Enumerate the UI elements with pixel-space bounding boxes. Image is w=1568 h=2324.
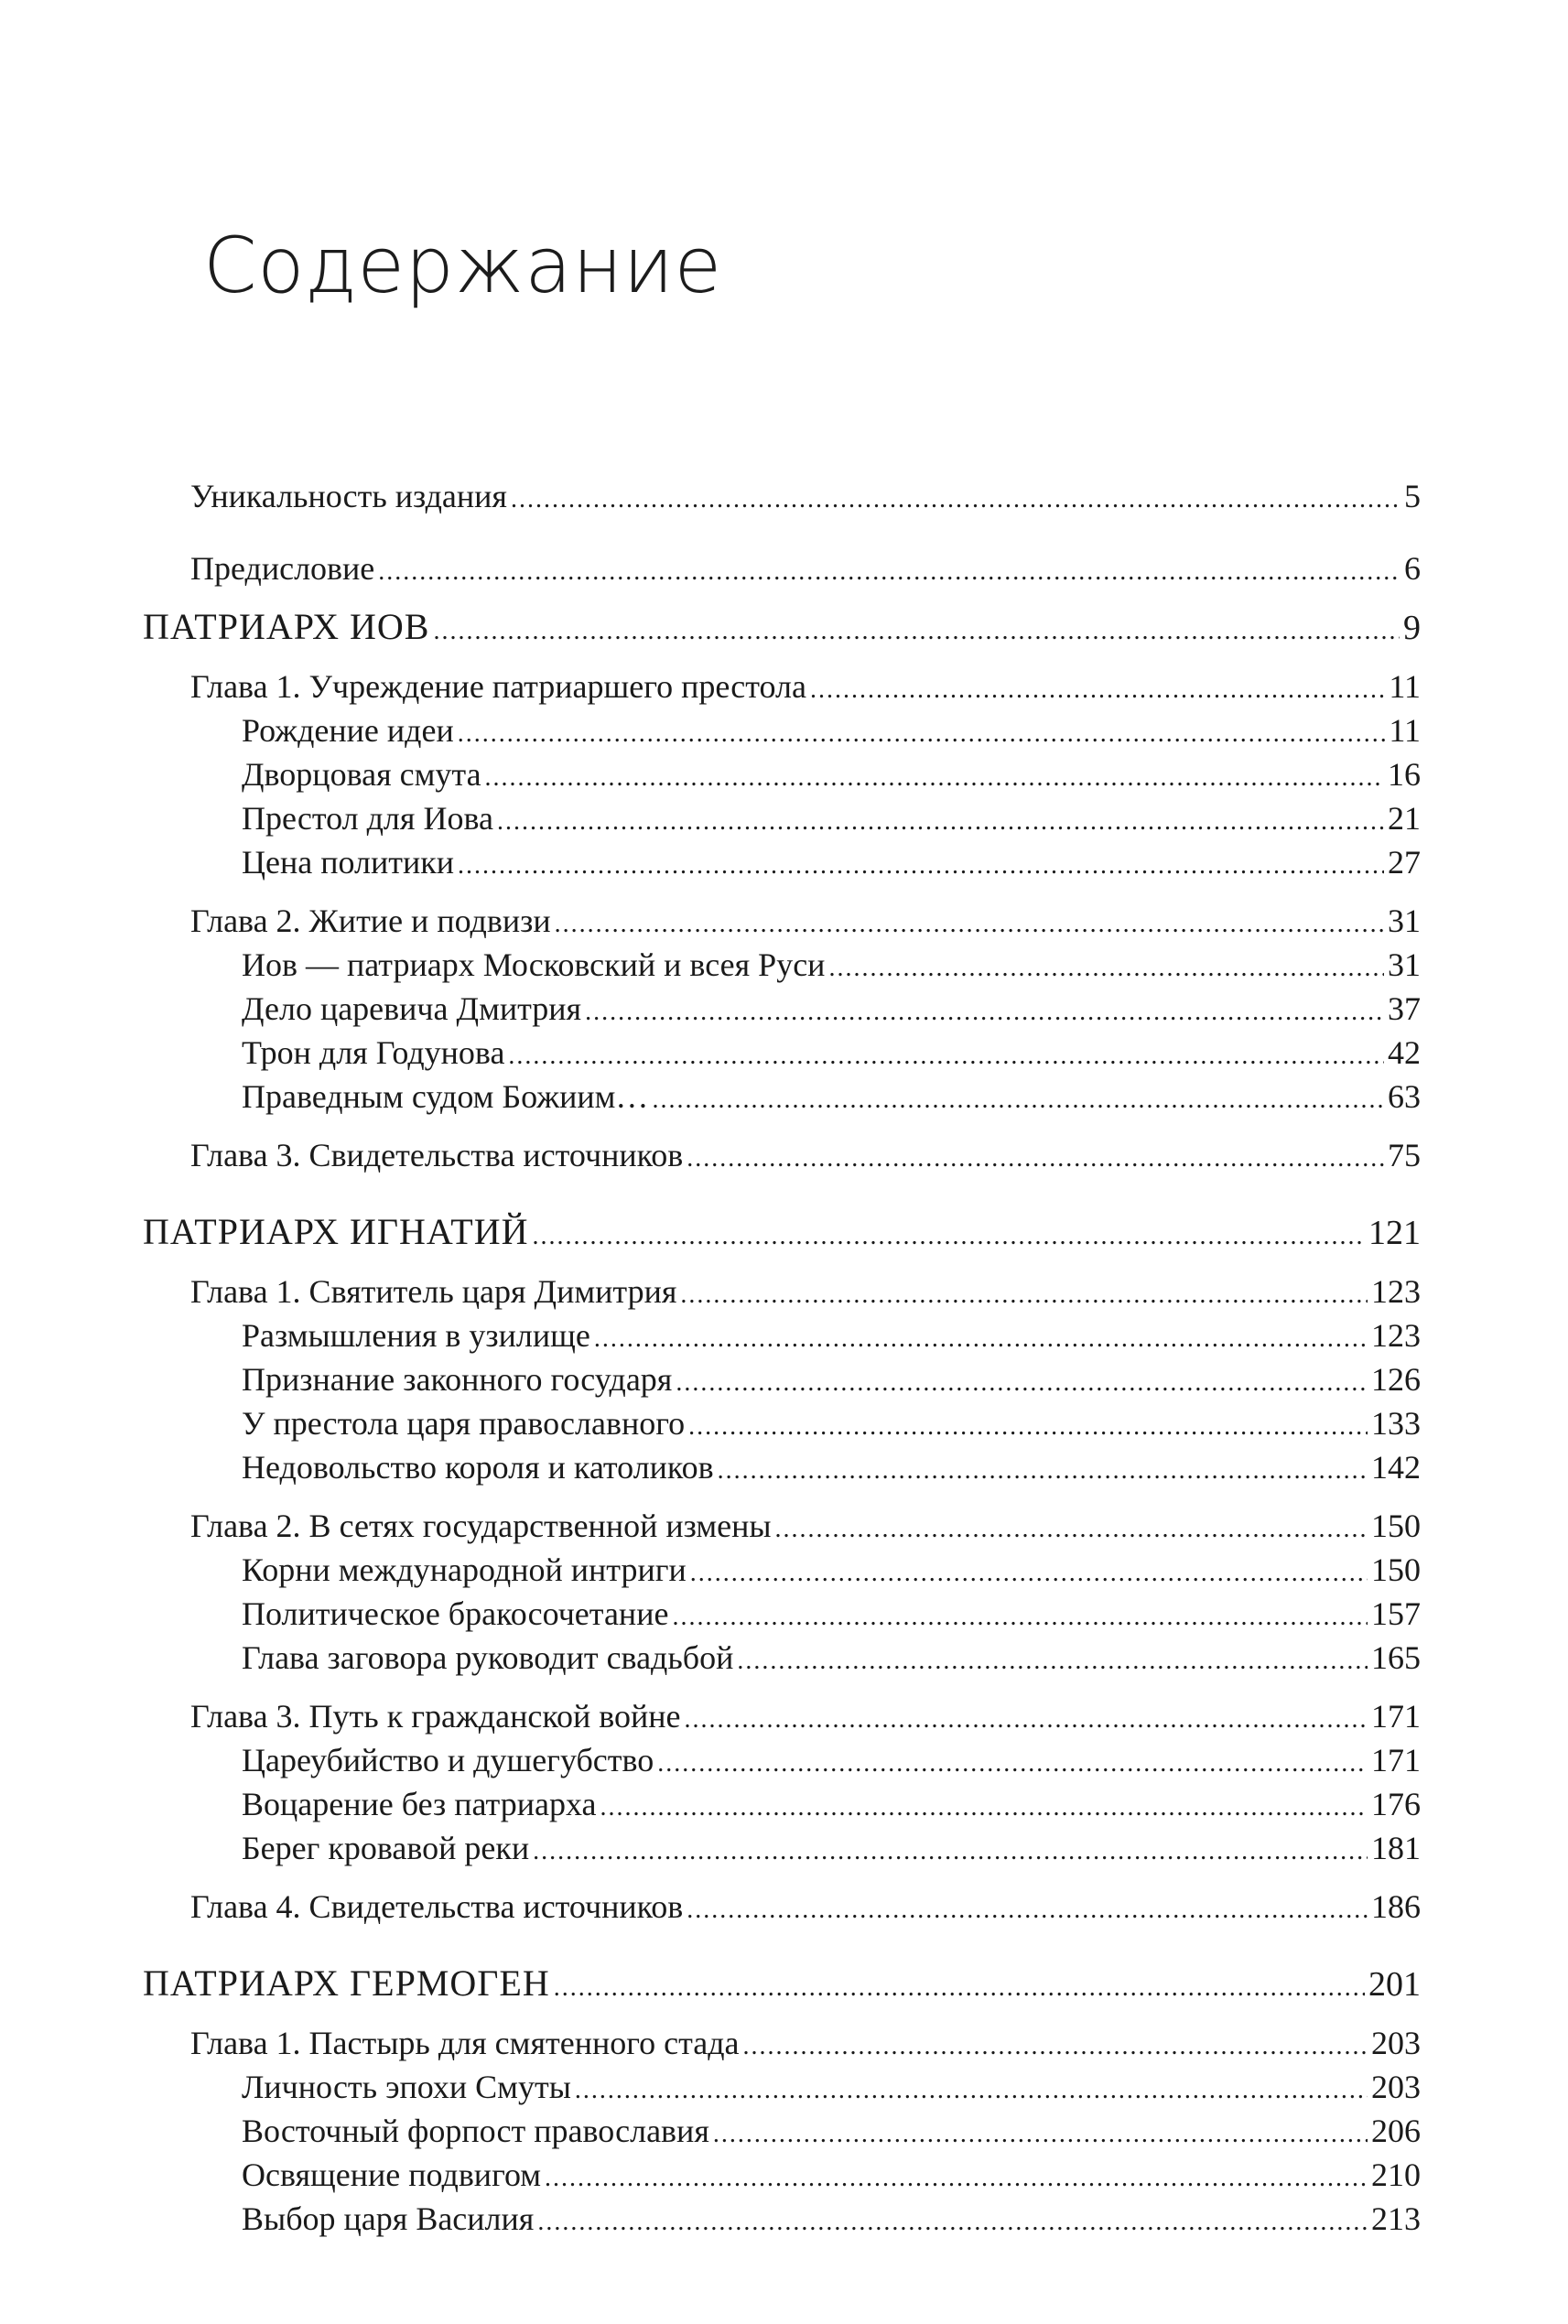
- dot-leader: [688, 1407, 1368, 1447]
- toc-entry-section[interactable]: [143, 798, 1421, 842]
- page-title: Содержание: [203, 221, 722, 310]
- toc-entry-section[interactable]: [143, 1032, 1421, 1076]
- toc-entry-label: Рождение идеи: [242, 712, 454, 749]
- dot-leader: [687, 1890, 1368, 1930]
- toc-entry-label: ПАТРИАРХ ГЕРМОГЕН: [143, 1962, 550, 2004]
- toc-entry-section[interactable]: [143, 1784, 1421, 1828]
- toc-entry-label: Политическое бракосочетание: [242, 1595, 669, 1632]
- toc-entry-label: Освящение подвигом: [242, 2156, 542, 2193]
- toc-entry-label: Глава 2. Житие и подвизи: [190, 903, 551, 939]
- toc-entry-label: Цена политики: [242, 844, 454, 881]
- toc-entry-page: 171: [1371, 1698, 1421, 1735]
- toc-entry-label: Трон для Годунова: [242, 1034, 505, 1071]
- toc-entry-chapter[interactable]: [143, 666, 1421, 710]
- toc-entry-part[interactable]: [143, 1962, 1421, 2010]
- toc-entry-label: Глава 1. Пастырь для смятенного стада: [190, 2025, 740, 2061]
- toc-entry-section[interactable]: [143, 1359, 1421, 1403]
- toc-entry-page: 181: [1371, 1830, 1421, 1866]
- dot-leader: [652, 1080, 1384, 1120]
- toc-entry-page: 63: [1388, 1078, 1421, 1115]
- toc-entry-label: Глава 2. В сетях государственной измены: [190, 1508, 772, 1544]
- dot-leader: [676, 1363, 1368, 1403]
- dot-leader: [533, 1832, 1368, 1872]
- toc-entry-section[interactable]: [143, 1740, 1421, 1784]
- dot-leader: [585, 992, 1384, 1032]
- toc-entry-section[interactable]: [143, 1403, 1421, 1447]
- toc-entry-page: 186: [1371, 1888, 1421, 1925]
- toc-entry-label: Иов — патриарх Московский и всея Руси: [242, 946, 826, 983]
- toc-entry-section[interactable]: [143, 2067, 1421, 2111]
- dot-leader: [680, 1275, 1368, 1315]
- dot-leader: [458, 714, 1386, 754]
- toc-entry-front-matter[interactable]: [143, 548, 1421, 592]
- toc-entry-label: Глава 1. Святитель царя Димитрия: [190, 1273, 677, 1310]
- toc-entry-label: Недовольство короля и католиков: [242, 1449, 714, 1486]
- dot-leader: [378, 552, 1400, 592]
- toc-entry-label: Восточный форпост православия: [242, 2113, 709, 2149]
- toc-entry-label: Дворцовая смута: [242, 756, 481, 793]
- toc-entry-page: 16: [1388, 756, 1421, 793]
- toc-entry-chapter[interactable]: [143, 901, 1421, 945]
- dot-leader: [508, 1036, 1384, 1076]
- toc-entry-page: 213: [1371, 2200, 1421, 2237]
- toc-entry-section[interactable]: [143, 945, 1421, 989]
- toc-entry-front-matter[interactable]: [143, 476, 1421, 520]
- toc-entry-label: У престола царя православного: [242, 1405, 686, 1442]
- toc-entry-label: ПАТРИАРХ ИОВ: [143, 606, 430, 647]
- toc-entry-chapter[interactable]: [143, 1886, 1421, 1930]
- toc-entry-page: 150: [1371, 1508, 1421, 1544]
- toc-entry-page: 42: [1388, 1034, 1421, 1071]
- dot-leader: [555, 904, 1384, 945]
- dot-leader: [743, 2027, 1368, 2067]
- toc-entry-section[interactable]: [143, 2199, 1421, 2243]
- dot-leader: [511, 480, 1400, 520]
- dot-leader: [537, 2202, 1368, 2243]
- toc-entry-label: Глава 3. Свидетельства источников: [190, 1137, 684, 1173]
- toc-entry-page: 75: [1388, 1137, 1421, 1173]
- toc-entry-section[interactable]: [143, 2111, 1421, 2155]
- dot-leader: [718, 1451, 1368, 1491]
- toc-entry-page: 150: [1371, 1551, 1421, 1588]
- toc-entry-chapter[interactable]: [143, 1135, 1421, 1179]
- toc-entry-page: 9: [1403, 609, 1421, 647]
- toc-entry-section[interactable]: [143, 1447, 1421, 1491]
- dot-leader: [828, 948, 1384, 989]
- toc-entry-page: 11: [1389, 668, 1421, 705]
- toc-entry-page: 176: [1371, 1786, 1421, 1822]
- toc-entry-chapter[interactable]: [143, 1271, 1421, 1315]
- toc-entry-page: 123: [1371, 1317, 1421, 1354]
- dot-leader: [554, 1966, 1365, 2010]
- toc-entry-section[interactable]: [143, 1638, 1421, 1681]
- toc-entry-label: Корни международной интриги: [242, 1551, 687, 1588]
- toc-entry-page: 37: [1388, 990, 1421, 1027]
- toc-entry-chapter[interactable]: [143, 2023, 1421, 2067]
- toc-entry-page: 27: [1388, 844, 1421, 881]
- toc-entry-label: Глава заговора руководит свадьбой: [242, 1639, 734, 1676]
- toc-entry-page: 126: [1371, 1361, 1421, 1398]
- toc-entry-label: Признание законного государя: [242, 1361, 673, 1398]
- dot-leader: [737, 1641, 1368, 1681]
- toc-entry-chapter[interactable]: [143, 1506, 1421, 1550]
- dot-leader: [810, 670, 1385, 710]
- dot-leader: [575, 2070, 1368, 2111]
- dot-leader: [685, 1700, 1368, 1740]
- toc-entry-section[interactable]: [143, 710, 1421, 754]
- toc-entry-label: Личность эпохи Смуты: [242, 2069, 571, 2105]
- toc-entry-label: Размышления в узилище: [242, 1317, 590, 1354]
- dot-leader: [485, 758, 1384, 798]
- dot-leader: [775, 1509, 1368, 1550]
- toc-entry-page: 6: [1404, 550, 1421, 587]
- dot-leader: [690, 1553, 1368, 1594]
- toc-entry-page: 21: [1388, 800, 1421, 837]
- toc-entry-page: 157: [1371, 1595, 1421, 1632]
- dot-leader: [672, 1597, 1368, 1638]
- toc-entry-section[interactable]: [143, 1550, 1421, 1594]
- toc-entry-part[interactable]: [143, 605, 1421, 654]
- toc-entry-page: 201: [1368, 1965, 1421, 2004]
- toc-entry-label: Престол для Иова: [242, 800, 493, 837]
- toc-entry-page: 206: [1371, 2113, 1421, 2149]
- toc-entry-label: Цареубийство и душегубство: [242, 1742, 654, 1778]
- toc-entry-page: 165: [1371, 1639, 1421, 1676]
- toc-entry-page: 203: [1371, 2069, 1421, 2105]
- toc-entry-label: Дело царевича Дмитрия: [242, 990, 582, 1027]
- toc-entry-part[interactable]: [143, 1210, 1421, 1259]
- toc-entry-page: 142: [1371, 1449, 1421, 1486]
- toc-entry-page: 31: [1388, 903, 1421, 939]
- toc-entry-label: Воцарение без патриарха: [242, 1786, 597, 1822]
- table-of-contents: [143, 476, 1421, 2243]
- toc-entry-section[interactable]: [143, 1828, 1421, 1872]
- toc-entry-label: Выбор царя Василия: [242, 2200, 535, 2237]
- toc-entry-label: Праведным судом Божиим…: [242, 1078, 649, 1115]
- dot-leader: [687, 1139, 1384, 1179]
- toc-entry-label: Глава 3. Путь к гражданской войне: [190, 1698, 681, 1735]
- dot-leader: [594, 1319, 1368, 1359]
- dot-leader: [433, 610, 1400, 654]
- toc-entry-section[interactable]: [143, 2155, 1421, 2199]
- toc-entry-section[interactable]: [143, 1594, 1421, 1638]
- toc-entry-label: Глава 4. Свидетельства источников: [190, 1888, 684, 1925]
- toc-entry-chapter[interactable]: [143, 1696, 1421, 1740]
- toc-entry-page: 5: [1404, 478, 1421, 514]
- toc-entry-page: 121: [1368, 1214, 1421, 1252]
- toc-entry-page: 123: [1371, 1273, 1421, 1310]
- toc-entry-section[interactable]: [143, 1076, 1421, 1120]
- toc-entry-page: 11: [1389, 712, 1421, 749]
- dot-leader: [497, 802, 1384, 842]
- dot-leader: [600, 1788, 1368, 1828]
- dot-leader: [657, 1744, 1368, 1784]
- toc-entry-label: Глава 1. Учреждение патриаршего престола: [190, 668, 806, 705]
- toc-entry-page: 31: [1388, 946, 1421, 983]
- toc-entry-section[interactable]: [143, 989, 1421, 1032]
- toc-entry-section[interactable]: [143, 1315, 1421, 1359]
- toc-entry-label: Берег кровавой реки: [242, 1830, 530, 1866]
- toc-entry-label: ПАТРИАРХ ИГНАТИЙ: [143, 1211, 529, 1252]
- dot-leader: [545, 2158, 1368, 2199]
- dot-leader: [533, 1215, 1366, 1259]
- toc-entry-page: 203: [1371, 2025, 1421, 2061]
- toc-entry-section[interactable]: [143, 754, 1421, 798]
- toc-entry-page: 171: [1371, 1742, 1421, 1778]
- toc-entry-label: Предисловие: [190, 550, 375, 587]
- toc-entry-label: Уникальность издания: [190, 478, 507, 514]
- toc-entry-page: 133: [1371, 1405, 1421, 1442]
- toc-entry-page: 210: [1371, 2156, 1421, 2193]
- dot-leader: [713, 2114, 1368, 2155]
- toc-entry-section[interactable]: [143, 842, 1421, 886]
- dot-leader: [458, 846, 1384, 886]
